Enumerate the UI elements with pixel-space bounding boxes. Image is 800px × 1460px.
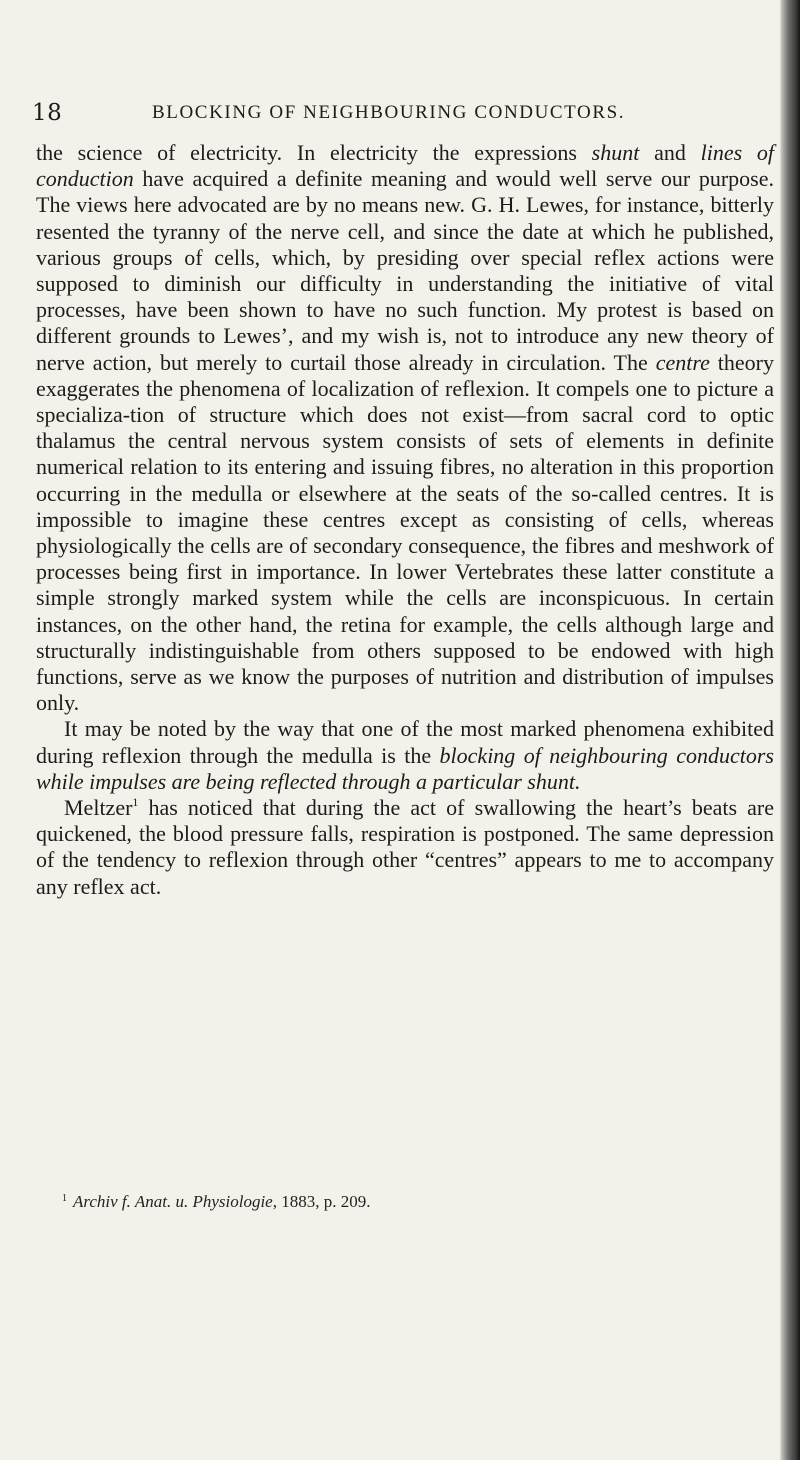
text-run: have acquired a definite meaning and would well serve our purpose. The views here advocated are by no means new. G. H. Lewes, for instance, bitterly resented the tyranny of the nerve cell, and since the date at which he published, various groups of cells, which, by presiding over special reflex actions were supposed to diminish our difficulty in understanding the initiative of vital processes, have been shown to have no such function. My protest is based on different grounds to Lewes’, and my wish is, not to introduce any new theory of nerve action, but merely to curtail those already in circulation. The [36, 166, 774, 375]
italic-term-shunt: shunt [591, 140, 640, 165]
footnote [62, 1192, 762, 1212]
italic-term-lines-of-conduction: lines of conduction [36, 140, 774, 192]
footnote-reference: 1 [132, 795, 139, 810]
paragraph-2 [36, 716, 774, 795]
paragraph-1 [36, 140, 774, 716]
text-run: has noticed that during the act of swallowing the heart’s beats are quickened, the blood pressure falls, respiration is postponed. The same depression of the tendency to reflexion through other “centres” appears to me to accompany any reflex act. [36, 795, 774, 899]
text-run: Meltzer [64, 795, 133, 821]
page-edge-shadow [778, 0, 800, 1460]
italic-term-centre: centre [655, 349, 710, 375]
text-run: theory exaggerates the phenomena of localization of reflexion. It compels one to picture a specializa-tion of structure which does not exist—from sacral cord to optic thalamus the central nervous system consists of sets of elements in definite numerical relation to its entering and issuing fibres, no alteration in this proportion occurring in the medulla or elsewhere at the seats of the so-called centres. It is impossible to imagine these centres except as consisting of cells, whereas physiologically the cells are of secondary consequence, the fibres and meshwork of processes being first in importance. In lower Vertebrates these latter constitute a simple strongly marked system while the cells are inconspicuous. In certain instances, on the other hand, the retina for example, the cells although large and structurally indistinguishable from others supposed to be endowed with high functions, serve as we know the purposes of nutrition and distribution of impulses only. [36, 349, 775, 716]
footnote-source-title: Archiv f. Anat. u. Physiologie [73, 1192, 273, 1211]
footnote-marker: 1 [62, 1193, 67, 1204]
body-text [36, 140, 774, 900]
footnote-citation: , 1883, p. 209. [272, 1192, 371, 1211]
paragraph-3 [36, 795, 774, 900]
page-header [32, 100, 772, 134]
italic-emphasis-blocking: blocking of neighbouring conductors while impulses are being reflected through a particular shunt. [36, 742, 774, 794]
running-head: BLOCKING OF NEIGHBOURING CONDUCTORS. [152, 102, 626, 123]
text-run: and [639, 140, 701, 165]
text-run: the science of electricity. In electricity the expressions [36, 140, 592, 165]
page-number: 18 [32, 100, 63, 126]
text-run: It may be noted by the way that one of the most marked phenomena exhibited during reflexion through the medulla is the [36, 716, 774, 768]
